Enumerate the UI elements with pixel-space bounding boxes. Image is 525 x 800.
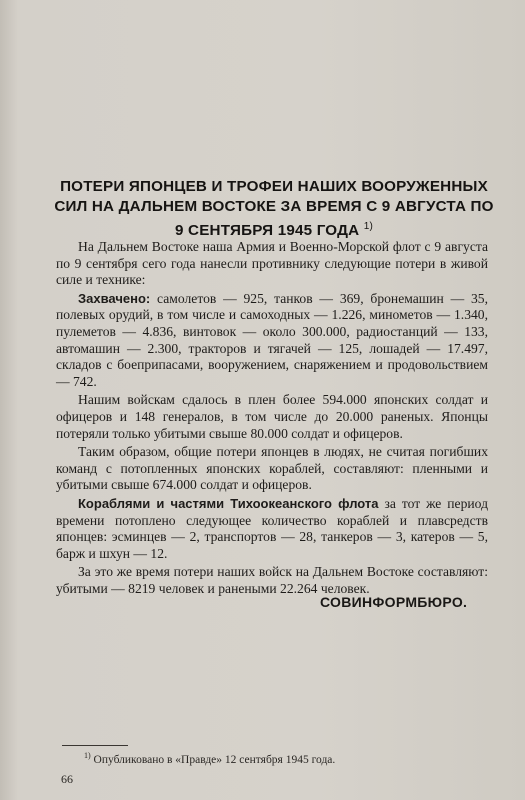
article-heading [52,177,496,241]
footnote [84,751,335,766]
heading-line-3 [52,217,496,241]
paragraph-6: За это же время потери наших войск на Дальнем Востоке составляют: убитыми — 8219 человек и ранеными 22.264 человек. [56,564,488,596]
paragraph-3: Нашим войскам сдалось в плен более 594.000 японских солдат и офицеров и 148 генералов, в том числе до 20.000 раненых. Японцы потеряли только убитыми свыше 80.000 солдат и офицеров. [56,392,488,441]
paragraph-2-text: самолетов — 925, танков — 369, бронемашин — 35, полевых орудий, в том числе и самоходных — 1.226, минометов — 1.340, пулеметов — 4.836, винтовок — около 300.000, радиостанций — 133, автомашин — 2.300, тракторов и тягачей — 125, лошадей — 17.497, складов с боеприпасами, вооружением, снаряжением и продовольствием — 742. [56,290,488,389]
captured-label: Захвачено: [78,290,151,306]
heading-line-3-text: 9 СЕНТЯБРЯ 1945 ГОДА [174,222,360,240]
paragraph-2 [56,291,488,391]
article-body [56,239,488,597]
fleet-label: Кораблями и частями Тихоокеанского флота [78,495,379,511]
heading-line-1: ПОТЕРИ ЯПОНЦЕВ И ТРОФЕИ НАШИХ ВООРУЖЕННЫХ [60,178,488,195]
heading-footnote-marker: 1) [363,221,374,232]
signature: СОВИНФОРМБЮРО. [320,594,468,610]
footnote-marker: 1) [84,751,91,760]
paragraph-4: Таким образом, общие потери японцев в людях, не считая погибших команд с потопленных японских кораблей, составляют: пленными и убитыми свыше 674.000 солдат и офицеров. [56,444,488,493]
page-number: 66 [61,772,73,786]
paragraph-5 [56,496,488,562]
paragraph-1: На Дальнем Востоке наша Армия и Военно-Морской флот с 9 августа по 9 сентября сего года нанесли противнику следующие потери в живой силе и технике: [56,239,488,288]
footnote-text: Опубликовано в «Правде» 12 сентября 1945 года. [93,753,336,766]
heading-line-2: СИЛ НА ДАЛЬНЕМ ВОСТОКЕ ЗА ВРЕМЯ С 9 АВГУСТА ПО [54,198,494,215]
footnote-divider [62,745,128,746]
paragraph-5-text: за тот же период времени потоплено следующее количество кораблей и плавсредств японцев: эсминцев — 2, транспортов — 28, танкеров — 3, катеров — 5, барж и шхун — 12. [56,495,488,561]
